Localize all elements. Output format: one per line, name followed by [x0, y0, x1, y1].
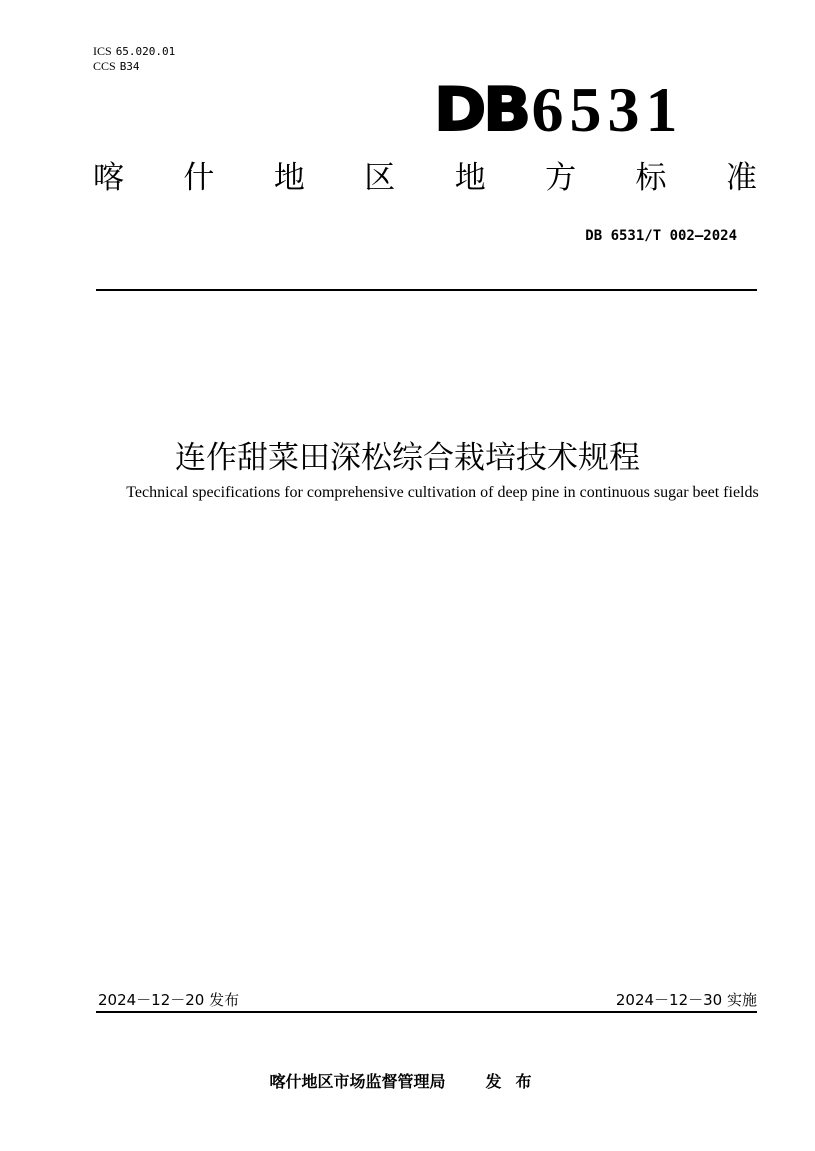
document-title-cn: 连作甜菜田深松综合栽培技术规程 [175, 440, 640, 476]
heading-char: 喀 [93, 160, 124, 196]
logo-prefix: DB [434, 75, 529, 145]
publish-label: 发布 [485, 1072, 546, 1091]
issuer-line [0, 1069, 815, 1092]
heading-char: 地 [454, 160, 486, 196]
logo-number: 6531 [531, 74, 684, 145]
document-title-en: Technical specifications for comprehensive cultivation of deep pine in continuous sugar beet fields [126, 484, 759, 501]
ics-code: ICS 65.020.01 [93, 44, 176, 58]
release-date: 2024－12－20 发布 [98, 991, 240, 1009]
db-standard-logo [434, 66, 684, 145]
heading-char: 地 [273, 160, 305, 196]
heading-char: 标 [635, 160, 667, 196]
bottom-divider [96, 1011, 757, 1013]
heading-char: 什 [183, 160, 215, 196]
issuer-name: 喀什地区市场监督管理局 [269, 1072, 446, 1091]
standard-number: DB 6531/T 002—2024 [585, 228, 737, 244]
ccs-code: CCS B34 [93, 59, 140, 73]
standard-type-heading [93, 158, 757, 198]
heading-char: 方 [545, 160, 577, 196]
top-divider [96, 289, 757, 291]
heading-char: 准 [725, 160, 757, 196]
classification-codes [93, 44, 175, 74]
effective-date: 2024－12－30 实施 [615, 991, 757, 1009]
heading-char: 区 [364, 160, 396, 196]
